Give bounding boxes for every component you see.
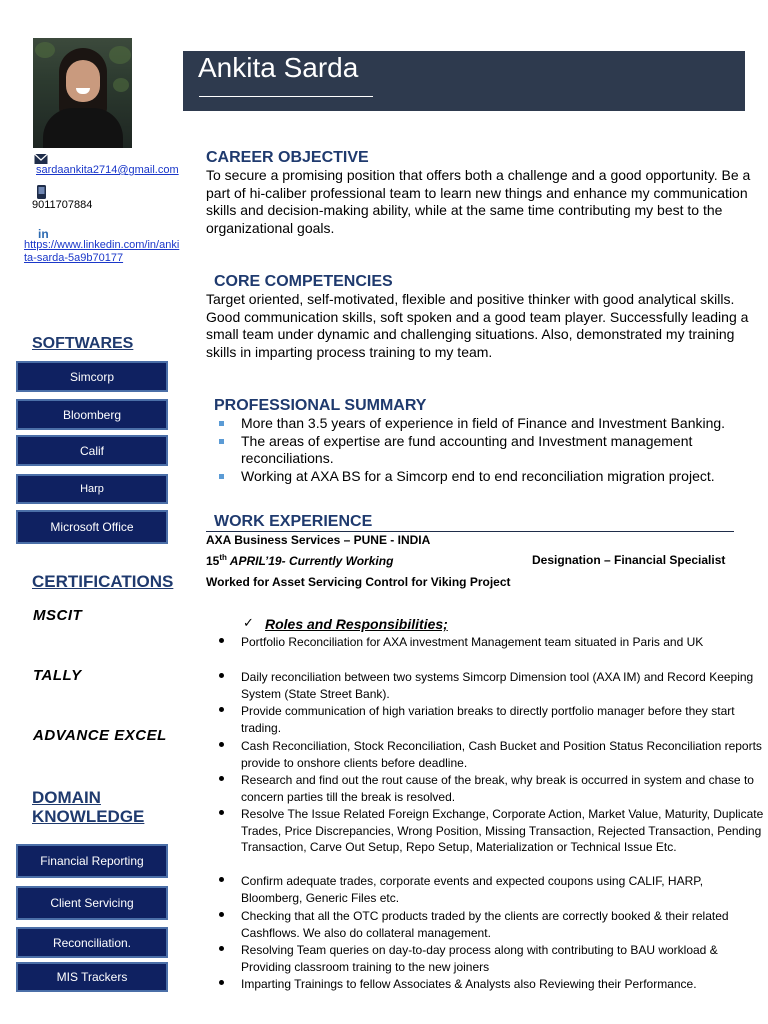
square-bullet-icon [219, 421, 224, 426]
software-bloomberg: Bloomberg [16, 399, 168, 430]
round-bullet-icon [219, 707, 224, 712]
linkedin-icon: in [38, 227, 49, 241]
software-microsoft-office: Microsoft Office [16, 510, 168, 544]
core-competencies-text: Target oriented, self-motivated, flexible and positive thinker with good analytical skills. Good communication skills, soft spoken and a good team player. Successfully leading a small team under dynamic and challenging situations. Also, demonstrated my training skills in imparting process training to my team. [206, 291, 749, 360]
roles-heading: Roles and Responsibilities; [265, 616, 448, 632]
check-icon: ✓ [243, 615, 254, 630]
linkedin-link[interactable] [24, 239, 194, 265]
round-bullet-icon [219, 673, 224, 678]
responsibility-item [241, 806, 767, 856]
domain-heading-line1: DOMAIN [32, 788, 101, 807]
linkedin-link-part1[interactable]: https://www.linkedin.com/in/anki [24, 239, 180, 251]
career-objective-text: To secure a promising position that offers both a challenge and a good opportunity. Be a part of hi-caliber professional team to learn new things and enhance my communication skills and decision-making ability, while at the same time contributing my best to the organizational goals. [206, 167, 751, 236]
square-bullet-icon [219, 439, 224, 444]
responsibility-text: Confirm adequate trades, corporate events and expected coupons using CALIF, HARP, Bloomberg, Generic Files etc. [241, 874, 704, 905]
square-bullet-icon [219, 474, 224, 479]
summary-item [241, 415, 763, 432]
summary-item [241, 433, 763, 467]
name-underline [199, 96, 373, 97]
cert-advance-excel: ADVANCE EXCEL [33, 727, 167, 744]
summary-item-text: More than 3.5 years of experience in field of Finance and Investment Banking. [241, 415, 726, 431]
phone-number: 9011707884 [32, 199, 93, 211]
responsibility-text: Daily reconciliation between two systems Simcorp Dimension tool (AXA IM) and Record Keeping System (State Street Bank). [241, 670, 754, 701]
responsibility-text: Resolving Team queries on day-to-day process along with contributing to BAU workload & Providing classroom training to the new joiners [241, 943, 718, 974]
domain-knowledge-heading [32, 788, 144, 826]
software-harp: Harp [16, 474, 168, 504]
responsibility-text: Imparting Trainings to fellow Associates & Analysts also Reviewing their Performance. [241, 977, 697, 991]
summary-item-text: Working at AXA BS for a Simcorp end to end reconciliation migration project. [241, 468, 715, 484]
responsibility-text: Portfolio Reconciliation for AXA investment Management team situated in Paris and UK [241, 635, 704, 649]
software-calif: Calif [16, 435, 168, 466]
round-bullet-icon [219, 877, 224, 882]
round-bullet-icon [219, 742, 224, 747]
profile-photo [33, 38, 132, 148]
employment-date [206, 553, 393, 568]
domain-reconciliation: Reconciliation. [16, 927, 168, 958]
career-objective-heading: CAREER OBJECTIVE [206, 149, 369, 166]
round-bullet-icon [219, 638, 224, 643]
cert-mscit: MSCIT [33, 607, 83, 624]
responsibility-text: Provide communication of high variation breaks to directly portfolio manager before they start trading. [241, 704, 735, 735]
employment-status: - Currently Working [281, 554, 394, 568]
responsibility-text: Research and find out the rout cause of the break, why break is occurred in system and chase to concern parties till the break is resolved. [241, 773, 754, 804]
responsibility-item [241, 908, 767, 941]
summary-item [241, 468, 763, 485]
phone-icon [37, 185, 46, 199]
domain-client-servicing: Client Servicing [16, 886, 168, 920]
work-experience-rule [206, 531, 734, 532]
domain-mis-trackers: MIS Trackers [16, 962, 168, 992]
date-day: 15 [206, 554, 220, 568]
core-competencies-heading: CORE COMPETENCIES [214, 273, 393, 290]
date-suffix: th [219, 553, 227, 562]
company-name: AXA Business Services – PUNE - INDIA [206, 533, 431, 547]
mail-icon [34, 152, 48, 164]
responsibility-item [241, 703, 767, 736]
round-bullet-icon [219, 810, 224, 815]
responsibility-item [241, 873, 767, 906]
cert-tally: TALLY [33, 667, 82, 684]
summary-item-text: The areas of expertise are fund accounting and Investment management reconciliations. [241, 433, 693, 466]
responsibility-text: Resolve The Issue Related Foreign Exchange, Corporate Action, Market Value, Maturity, Duplicate Trades, Price Discrepancies, Wrong Position, Missing Transaction, Rejected Transaction, Pending Transaction, Carve Out Setup, Repo Setup, Materialization or Technical Issue Etc. [241, 807, 764, 854]
round-bullet-icon [219, 776, 224, 781]
domain-heading-line2: KNOWLEDGE [32, 807, 145, 826]
responsibility-text: Cash Reconciliation, Stock Reconciliation, Cash Bucket and Position Status Reconciliation reports provide to onshore clients before deadline. [241, 739, 762, 770]
project-description: Worked for Asset Servicing Control for Viking Project [206, 575, 511, 589]
email-link[interactable]: sardaankita2714@gmail.com [36, 164, 179, 176]
responsibility-item [241, 634, 767, 651]
responsibility-item [241, 669, 767, 702]
date-month-year: APRIL’19 [226, 554, 282, 568]
responsibility-item [241, 976, 767, 993]
domain-financial-reporting: Financial Reporting [16, 844, 168, 878]
software-simcorp: Simcorp [16, 361, 168, 392]
round-bullet-icon [219, 912, 224, 917]
designation: Designation – Financial Specialist [532, 553, 726, 567]
responsibility-item [241, 772, 767, 805]
responsibility-item [241, 942, 767, 975]
certifications-heading: CERTIFICATIONS [32, 572, 174, 591]
softwares-heading: SOFTWARES [32, 335, 134, 352]
candidate-name: Ankita Sarda [198, 52, 359, 83]
round-bullet-icon [219, 980, 224, 985]
work-experience-heading: WORK EXPERIENCE [214, 513, 373, 530]
round-bullet-icon [219, 946, 224, 951]
responsibility-item [241, 738, 767, 771]
responsibility-text: Checking that all the OTC products traded by the clients are correctly booked & their related Cashflows. We also do collateral management. [241, 909, 729, 940]
linkedin-link-part2[interactable]: ta-sarda-5a9b70177 [24, 252, 124, 264]
professional-summary-heading: PROFESSIONAL SUMMARY [214, 397, 427, 414]
